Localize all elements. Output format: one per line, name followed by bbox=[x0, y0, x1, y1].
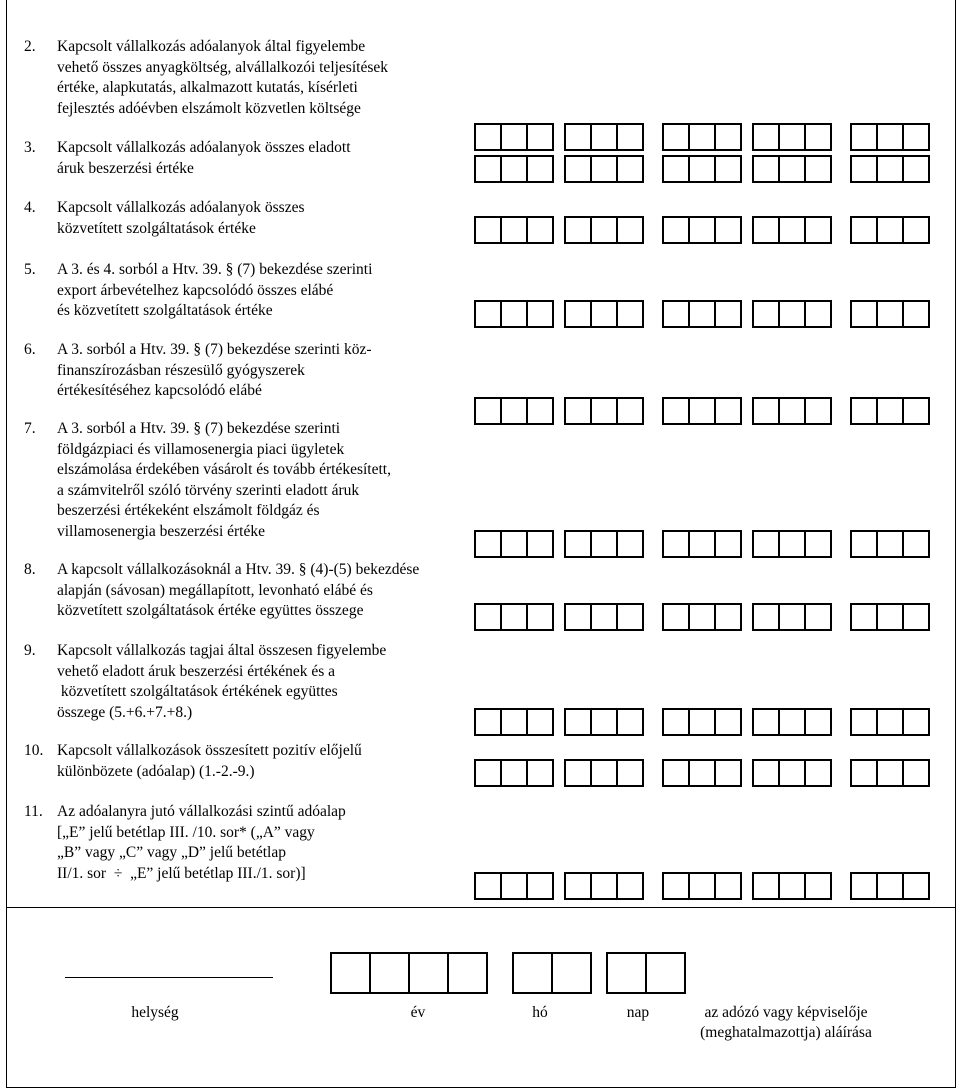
digit-box[interactable] bbox=[752, 123, 780, 151]
date-digit-box[interactable] bbox=[408, 952, 449, 994]
digit-box[interactable] bbox=[752, 300, 780, 328]
digit-box[interactable] bbox=[564, 603, 592, 631]
digit-box[interactable] bbox=[850, 155, 878, 183]
digit-box[interactable] bbox=[850, 216, 878, 244]
digit-box[interactable] bbox=[500, 708, 528, 736]
digit-box[interactable] bbox=[590, 759, 618, 787]
date-digit-box[interactable] bbox=[369, 952, 410, 994]
digit-box[interactable] bbox=[474, 603, 502, 631]
row-label: Az adóalanyra jutó vállalkozási szintű adóalap [„E” jelű betétlap III. /10. sor* („A” vagy „B” vagy „C” vagy „D” jelű betétlap II/1. sor ÷ „E” jelű betétlap III./1. sor)] bbox=[57, 803, 346, 882]
digit-box[interactable] bbox=[500, 397, 528, 425]
digit-box[interactable] bbox=[902, 603, 930, 631]
digit-box[interactable] bbox=[564, 155, 592, 183]
digit-box[interactable] bbox=[714, 603, 742, 631]
digit-box[interactable] bbox=[850, 759, 878, 787]
digit-box[interactable] bbox=[778, 300, 806, 328]
digit-box[interactable] bbox=[564, 759, 592, 787]
digit-box[interactable] bbox=[662, 708, 690, 736]
digit-box[interactable] bbox=[714, 155, 742, 183]
year-label: év bbox=[410, 1004, 426, 1021]
digit-box[interactable] bbox=[500, 872, 528, 900]
digit-box[interactable] bbox=[616, 216, 644, 244]
row-number: 6. bbox=[24, 341, 36, 358]
digit-box[interactable] bbox=[876, 872, 904, 900]
digit-box[interactable] bbox=[662, 300, 690, 328]
digit-box[interactable] bbox=[902, 300, 930, 328]
row-number: 7. bbox=[24, 420, 36, 437]
digit-box[interactable] bbox=[590, 300, 618, 328]
digit-box[interactable] bbox=[752, 759, 780, 787]
digit-box[interactable] bbox=[526, 872, 554, 900]
digit-box[interactable] bbox=[662, 397, 690, 425]
digit-box[interactable] bbox=[616, 603, 644, 631]
row-number: 2. bbox=[24, 38, 36, 55]
digit-box[interactable] bbox=[474, 872, 502, 900]
digit-box[interactable] bbox=[688, 603, 716, 631]
digit-box[interactable] bbox=[662, 216, 690, 244]
digit-box[interactable] bbox=[616, 530, 644, 558]
digit-box[interactable] bbox=[902, 155, 930, 183]
digit-box[interactable] bbox=[778, 397, 806, 425]
digit-box[interactable] bbox=[616, 155, 644, 183]
digit-box[interactable] bbox=[500, 123, 528, 151]
date-digit-box[interactable] bbox=[551, 952, 592, 994]
digit-box[interactable] bbox=[876, 708, 904, 736]
digit-box[interactable] bbox=[474, 155, 502, 183]
digit-box[interactable] bbox=[804, 397, 832, 425]
digit-box[interactable] bbox=[850, 300, 878, 328]
digit-box[interactable] bbox=[590, 708, 618, 736]
digit-box[interactable] bbox=[526, 155, 554, 183]
digit-box[interactable] bbox=[616, 300, 644, 328]
digit-box[interactable] bbox=[662, 759, 690, 787]
digit-box[interactable] bbox=[778, 708, 806, 736]
digit-box[interactable] bbox=[778, 216, 806, 244]
digit-box[interactable] bbox=[804, 759, 832, 787]
digit-box[interactable] bbox=[752, 530, 780, 558]
digit-box[interactable] bbox=[526, 603, 554, 631]
digit-box[interactable] bbox=[752, 708, 780, 736]
digit-box[interactable] bbox=[474, 530, 502, 558]
row-label: A 3. sorból a Htv. 39. § (7) bekezdése szerinti köz- finanszírozásban részesülő gyógyszerek értékesítéséhez kapcsolódó elábé bbox=[57, 341, 372, 399]
digit-box[interactable] bbox=[902, 530, 930, 558]
digit-box[interactable] bbox=[876, 397, 904, 425]
digit-box[interactable] bbox=[714, 530, 742, 558]
digit-box[interactable] bbox=[876, 123, 904, 151]
row-label: Kapcsolt vállalkozás tagjai által összesen figyelembe vehető eladott áruk beszerzési értékének és a közvetített szolgáltatások értékének együttes összege (5.+6.+7.+8.) bbox=[57, 642, 387, 721]
digit-box[interactable] bbox=[616, 708, 644, 736]
digit-box[interactable] bbox=[500, 300, 528, 328]
digit-box[interactable] bbox=[902, 872, 930, 900]
digit-box[interactable] bbox=[590, 603, 618, 631]
digit-box[interactable] bbox=[526, 216, 554, 244]
row-label: A kapcsolt vállalkozásoknál a Htv. 39. § (4)-(5) bekezdése alapján (sávosan) megállapított, levonható elábé és közvetített szolgáltatások értéke együttes összege bbox=[57, 561, 420, 619]
digit-box[interactable] bbox=[590, 123, 618, 151]
digit-box[interactable] bbox=[850, 708, 878, 736]
digit-box[interactable] bbox=[500, 155, 528, 183]
digit-box[interactable] bbox=[804, 872, 832, 900]
row-number: 10. bbox=[24, 742, 44, 759]
digit-box[interactable] bbox=[752, 872, 780, 900]
digit-box[interactable] bbox=[590, 530, 618, 558]
digit-box[interactable] bbox=[662, 530, 690, 558]
row-number: 4. bbox=[24, 199, 36, 216]
digit-box[interactable] bbox=[778, 530, 806, 558]
digit-box[interactable] bbox=[688, 530, 716, 558]
date-digit-box[interactable] bbox=[606, 952, 647, 994]
digit-box[interactable] bbox=[688, 759, 716, 787]
digit-box[interactable] bbox=[590, 872, 618, 900]
digit-box[interactable] bbox=[500, 603, 528, 631]
digit-box[interactable] bbox=[876, 155, 904, 183]
digit-box[interactable] bbox=[662, 872, 690, 900]
digit-box[interactable] bbox=[474, 759, 502, 787]
digit-box[interactable] bbox=[752, 216, 780, 244]
digit-box[interactable] bbox=[564, 708, 592, 736]
digit-box[interactable] bbox=[564, 397, 592, 425]
date-digit-box[interactable] bbox=[512, 952, 553, 994]
digit-box[interactable] bbox=[804, 216, 832, 244]
digit-box[interactable] bbox=[714, 300, 742, 328]
digit-box[interactable] bbox=[526, 759, 554, 787]
digit-box[interactable] bbox=[778, 155, 806, 183]
digit-box[interactable] bbox=[564, 872, 592, 900]
digit-box[interactable] bbox=[564, 530, 592, 558]
digit-box[interactable] bbox=[902, 708, 930, 736]
digit-box[interactable] bbox=[564, 216, 592, 244]
digit-box[interactable] bbox=[902, 123, 930, 151]
row-label: Kapcsolt vállalkozás adóalanyok által figyelembe vehető összes anyagköltség, alvállalkozói teljesítések értéke, alapkutatás, alkalmazott kutatás, kísérleti fejlesztés adóévben elszámolt közvetlen költsége bbox=[57, 38, 388, 117]
digit-box[interactable] bbox=[662, 603, 690, 631]
row-number: 8. bbox=[24, 561, 36, 578]
digit-box[interactable] bbox=[688, 397, 716, 425]
digit-box[interactable] bbox=[662, 123, 690, 151]
signer-label: az adózó vagy képviselője (meghatalmazottja) aláírása bbox=[700, 1004, 872, 1041]
digit-box[interactable] bbox=[688, 708, 716, 736]
digit-box[interactable] bbox=[804, 155, 832, 183]
digit-box[interactable] bbox=[500, 759, 528, 787]
row-number: 5. bbox=[24, 261, 36, 278]
month-label: hó bbox=[532, 1004, 548, 1021]
digit-box[interactable] bbox=[526, 708, 554, 736]
digit-box[interactable] bbox=[902, 216, 930, 244]
digit-box[interactable] bbox=[804, 300, 832, 328]
digit-box[interactable] bbox=[876, 603, 904, 631]
row-label: Kapcsolt vállalkozások összesített pozitív előjelű különbözete (adóalap) (1.-2.-9.) bbox=[57, 742, 362, 780]
digit-box[interactable] bbox=[876, 530, 904, 558]
place-label: helység bbox=[131, 1004, 179, 1021]
digit-box[interactable] bbox=[590, 155, 618, 183]
row-label: Kapcsolt vállalkozás adóalanyok összes közvetített szolgáltatások értéke bbox=[57, 199, 305, 237]
digit-box[interactable] bbox=[714, 708, 742, 736]
digit-box[interactable] bbox=[714, 759, 742, 787]
digit-box[interactable] bbox=[804, 603, 832, 631]
digit-box[interactable] bbox=[778, 759, 806, 787]
digit-box[interactable] bbox=[526, 530, 554, 558]
digit-box[interactable] bbox=[714, 397, 742, 425]
digit-box[interactable] bbox=[688, 872, 716, 900]
digit-box[interactable] bbox=[564, 300, 592, 328]
date-digit-box[interactable] bbox=[645, 952, 686, 994]
digit-box[interactable] bbox=[804, 708, 832, 736]
section-divider bbox=[6, 907, 956, 908]
place-signature-line bbox=[65, 977, 273, 978]
digit-box[interactable] bbox=[714, 123, 742, 151]
row-label: A 3. sorból a Htv. 39. § (7) bekezdése szerinti földgázpiaci és villamosenergia piaci ügyletek elszámolása érdekében vásárolt és tovább értékesített, a számvitelről szóló törvény szerinti eladott áruk beszerzési értékeként elszámolt földgáz és villamosenergia beszerzési értéke bbox=[57, 420, 391, 540]
day-label: nap bbox=[626, 1004, 650, 1021]
digit-box[interactable] bbox=[876, 216, 904, 244]
row-label: A 3. és 4. sorból a Htv. 39. § (7) bekezdése szerinti export árbevételhez kapcsolódó összes elábé és közvetített szolgáltatások értéke bbox=[57, 261, 373, 319]
digit-box[interactable] bbox=[850, 603, 878, 631]
digit-box[interactable] bbox=[850, 530, 878, 558]
digit-box[interactable] bbox=[688, 300, 716, 328]
date-digit-box[interactable] bbox=[447, 952, 488, 994]
digit-box[interactable] bbox=[526, 397, 554, 425]
digit-box[interactable] bbox=[616, 759, 644, 787]
digit-box[interactable] bbox=[804, 530, 832, 558]
digit-box[interactable] bbox=[876, 759, 904, 787]
digit-box[interactable] bbox=[526, 300, 554, 328]
digit-box[interactable] bbox=[616, 123, 644, 151]
digit-box[interactable] bbox=[876, 300, 904, 328]
digit-box[interactable] bbox=[752, 155, 780, 183]
digit-box[interactable] bbox=[662, 155, 690, 183]
digit-box[interactable] bbox=[474, 300, 502, 328]
digit-box[interactable] bbox=[688, 216, 716, 244]
digit-box[interactable] bbox=[714, 872, 742, 900]
digit-box[interactable] bbox=[714, 216, 742, 244]
digit-box[interactable] bbox=[902, 397, 930, 425]
digit-box[interactable] bbox=[474, 123, 502, 151]
digit-box[interactable] bbox=[778, 872, 806, 900]
digit-box[interactable] bbox=[564, 123, 592, 151]
row-number: 9. bbox=[24, 642, 36, 659]
digit-box[interactable] bbox=[850, 872, 878, 900]
digit-box[interactable] bbox=[850, 123, 878, 151]
digit-box[interactable] bbox=[688, 123, 716, 151]
digit-box[interactable] bbox=[474, 708, 502, 736]
digit-box[interactable] bbox=[590, 216, 618, 244]
digit-box[interactable] bbox=[616, 397, 644, 425]
digit-box[interactable] bbox=[850, 397, 878, 425]
row-label: Kapcsolt vállalkozás adóalanyok összes eladott áruk beszerzési értéke bbox=[57, 139, 351, 177]
digit-box[interactable] bbox=[474, 216, 502, 244]
digit-box[interactable] bbox=[752, 397, 780, 425]
digit-box[interactable] bbox=[902, 759, 930, 787]
digit-box[interactable] bbox=[526, 123, 554, 151]
digit-box[interactable] bbox=[474, 397, 502, 425]
digit-box[interactable] bbox=[804, 123, 832, 151]
row-number: 3. bbox=[24, 139, 36, 156]
date-digit-box[interactable] bbox=[330, 952, 371, 994]
digit-box[interactable] bbox=[500, 530, 528, 558]
digit-box[interactable] bbox=[778, 603, 806, 631]
digit-box[interactable] bbox=[616, 872, 644, 900]
digit-box[interactable] bbox=[778, 123, 806, 151]
digit-box[interactable] bbox=[500, 216, 528, 244]
row-number: 11. bbox=[24, 803, 43, 820]
digit-box[interactable] bbox=[590, 397, 618, 425]
digit-box[interactable] bbox=[752, 603, 780, 631]
digit-box[interactable] bbox=[688, 155, 716, 183]
